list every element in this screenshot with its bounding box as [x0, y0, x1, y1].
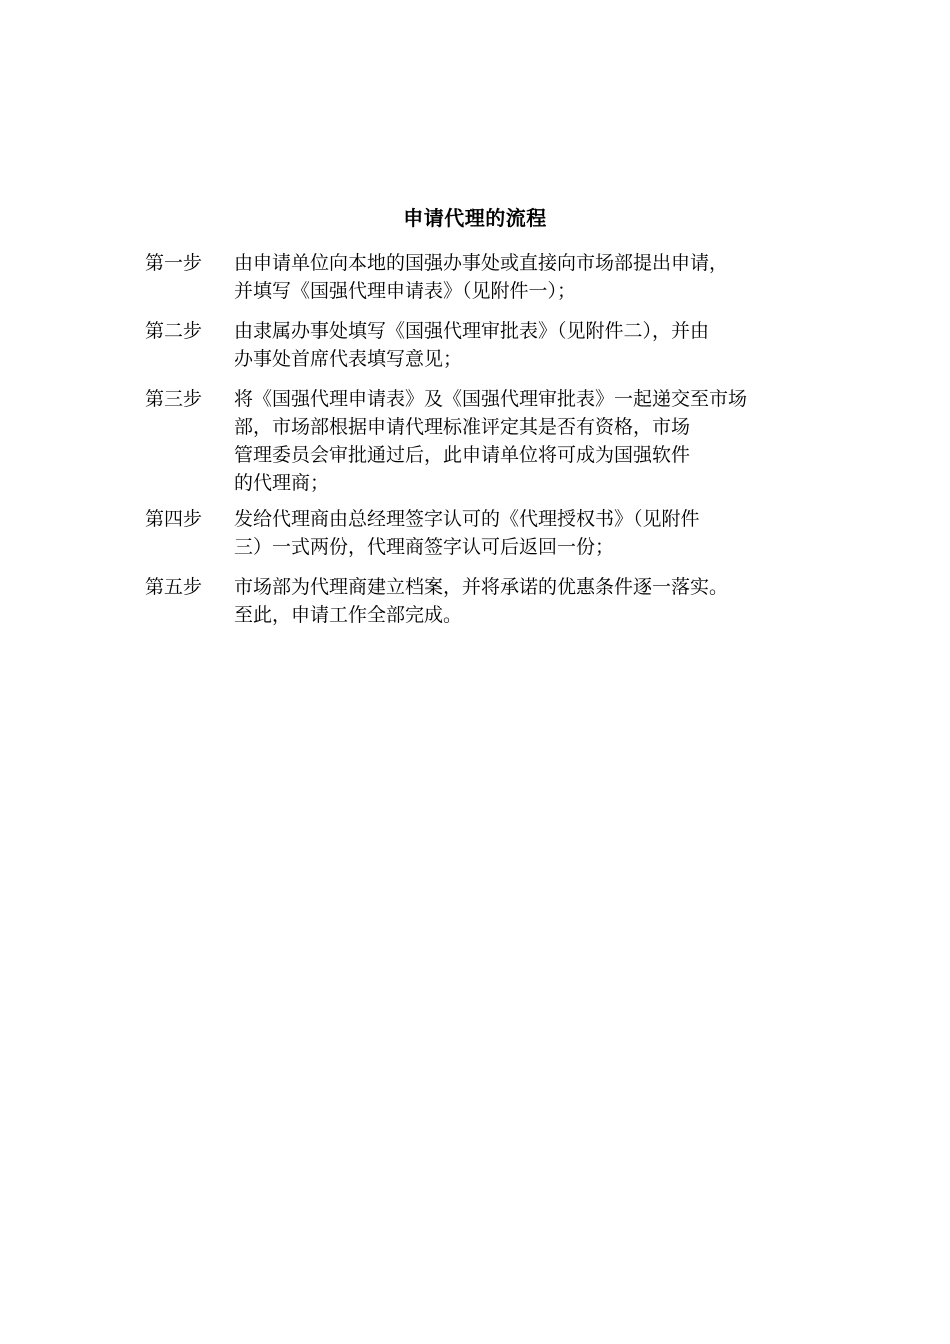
- step-text-line: 办事处首席代表填写意见；: [234, 348, 463, 370]
- step-text: [234, 505, 810, 561]
- step-text: [234, 317, 810, 373]
- page-title: 申请代理的流程: [403, 206, 547, 230]
- step-text: [234, 385, 810, 497]
- step-1: [145, 249, 810, 305]
- step-4: [145, 505, 810, 561]
- step-text-line: 由申请单位向本地的国强办事处或直接向市场部提出申请，: [234, 252, 729, 274]
- step-label: 第五步: [145, 576, 203, 598]
- step-3: [145, 385, 810, 497]
- step-text-line: 并填写《国强代理申请表》（见附件一）；: [234, 280, 577, 302]
- step-text-line: 部，市场部根据申请代理标准评定其是否有资格，市场: [234, 416, 691, 438]
- step-text-line: 将《国强代理申请表》及《国强代理审批表》一起递交至市场: [234, 388, 748, 410]
- step-label: 第四步: [145, 508, 203, 530]
- step-text-line: 管理委员会审批通过后，此申请单位将可成为国强软件: [234, 444, 691, 466]
- step-text-line: 的代理商；: [234, 472, 330, 494]
- step-text: [234, 573, 810, 629]
- step-text-line: 至此，申请工作全部完成。: [234, 604, 463, 626]
- step-text-line: 由隶属办事处填写《国强代理审批表》（见附件二），并由: [234, 320, 710, 342]
- step-text-line: 发给代理商由总经理签字认可的《代理授权书》（见附件: [234, 508, 700, 530]
- step-label: 第三步: [145, 388, 203, 410]
- step-label: 第一步: [145, 252, 203, 274]
- step-text-line: 三）一式两份，代理商签字认可后返回一份；: [234, 536, 615, 558]
- step-2: [145, 317, 810, 373]
- step-label: 第二步: [145, 320, 203, 342]
- step-text-line: 市场部为代理商建立档案，并将承诺的优惠条件逐一落实。: [234, 576, 729, 598]
- step-5: [145, 573, 810, 629]
- step-text: [234, 249, 810, 305]
